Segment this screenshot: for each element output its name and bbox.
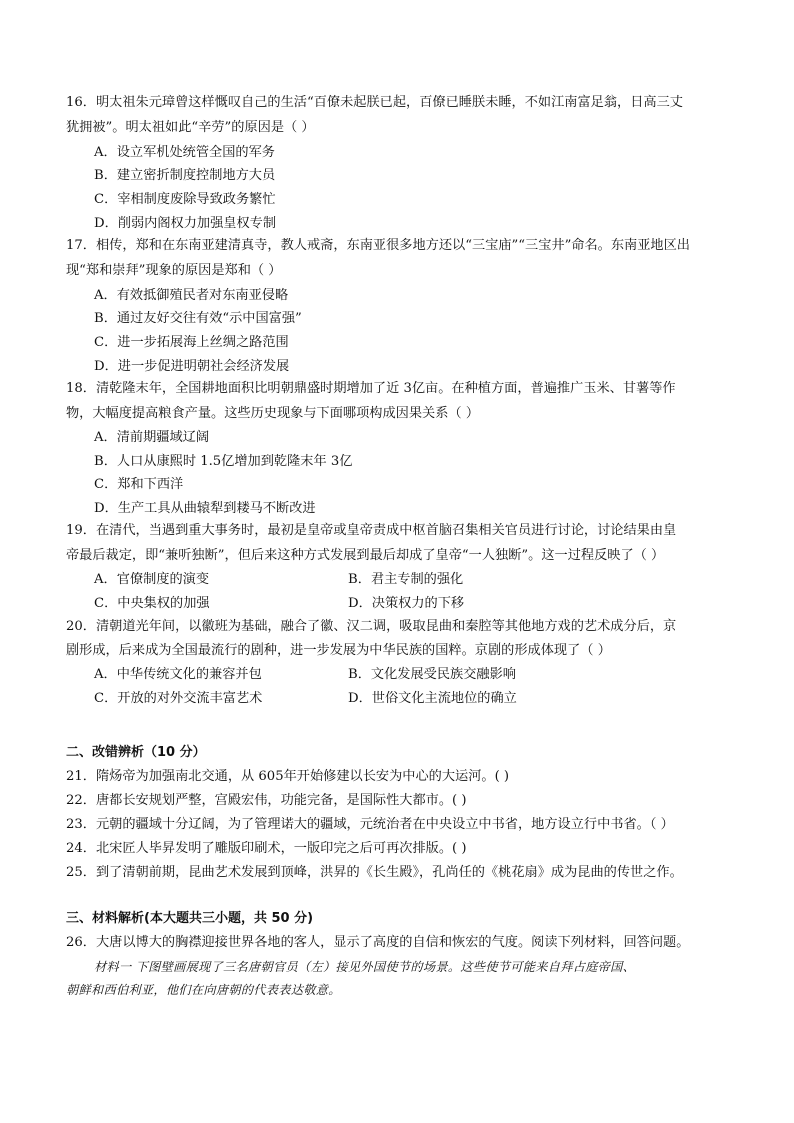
q20-option-b: B．文化发展受民族交融影响 xyxy=(348,667,516,682)
q18-stem-line1: 18．清乾隆末年，全国耕地面积比明朝鼎盛时期增加了近 3亿亩。在种植方面，普遍推广玉米、甘薯等作 xyxy=(66,381,676,396)
q18-option-a: A．清前期疆域辽阔 xyxy=(94,430,210,445)
q16-option-b: B．建立密折制度控制地方大员 xyxy=(94,168,276,183)
q20-stem-line2: 剧形成，后来成为全国最流行的剧种，进一步发展为中华民族的国粹。京剧的形成体现了（ ） xyxy=(66,643,611,658)
q18-option-c: C．郑和下西洋 xyxy=(94,477,184,492)
q17-option-a: A．有效抵御殖民者对东南亚侵略 xyxy=(94,288,289,303)
q18-stem-line2: 物，大幅度提高粮食产量。这些历史现象与下面哪项构成因果关系（ ） xyxy=(66,406,480,421)
q18-option-d: D．生产工具从曲辕犁到耧马不断改进 xyxy=(94,501,316,516)
q17-option-b: B．通过友好交往有效“示中国富强” xyxy=(94,311,302,326)
q24-item: 24．北宋匠人毕昇发明了雕版印刷术，一版印完之后可再次排版。( ) xyxy=(66,841,467,856)
q16-option-d: D．削弱内阁权力加强皇权专制 xyxy=(94,216,277,231)
q17-stem-line2: 现“郑和崇拜”现象的原因是郑和（ ） xyxy=(66,263,282,278)
q17-option-c: C．进一步拓展海上丝绸之路范围 xyxy=(94,335,289,350)
q20-option-a: A．中华传统文化的兼容并包 xyxy=(94,667,262,682)
q19-option-b: B．君主专制的强化 xyxy=(348,572,464,587)
q16-option-c: C．宰相制度废除导致政务繁忙 xyxy=(94,192,276,207)
q19-stem-line1: 19．在清代，当遇到重大事务时，最初是皇帝或皇帝责成中枢首脑召集相关官员进行讨论，讨论结果由皇 xyxy=(66,523,677,538)
q20-option-c: C．开放的对外交流丰富艺术 xyxy=(94,691,263,706)
q22-item: 22．唐都长安规划严整，宫殿宏伟，功能完备，是国际性大都市。( ) xyxy=(66,793,467,808)
section3-title: 三、材料解析(本大题共三小题，共 50 分) xyxy=(66,911,314,926)
q21-item: 21．隋炀帝为加强南北交通，从 605年开始修建以长安为中心的大运河。( ) xyxy=(66,769,510,784)
q17-stem-line1: 17．相传，郑和在东南亚建清真寺，教人戒斋，东南亚很多地方还以“三宝庙”“三宝井”命名。东南亚地区出 xyxy=(66,238,690,253)
q19-option-d: D．决策权力的下移 xyxy=(348,596,465,611)
q20-stem-line1: 20．清朝道光年间，以徽班为基础，融合了徽、汉二调，吸取昆曲和秦腔等其他地方戏的艺术成分后，京 xyxy=(66,619,677,634)
material1-line1: 材料一 下图壁画展现了三名唐朝官员（左）接见外国使节的场景。这些使节可能来自拜占庭帝国、 xyxy=(94,960,636,974)
q17-option-d: D．进一步促进明朝社会经济发展 xyxy=(94,359,290,374)
q19-option-a: A．官僚制度的演变 xyxy=(94,572,210,587)
q16-stem-line2: 犹拥被”。明太祖如此“辛劳”的原因是（ ） xyxy=(66,120,315,135)
q20-option-d: D．世俗文化主流地位的确立 xyxy=(348,691,517,706)
q25-item: 25．到了清朝前期，昆曲艺术发展到顶峰，洪昇的《长生殿》，孔尚任的《桃花扇》成为昆曲的传世之作。 xyxy=(66,865,683,880)
q19-stem-line2: 帝最后裁定，即“兼听独断”，但后来这种方式发展到最后却成了皇帝“一人独断”。这一过程反映了（ ） xyxy=(66,548,665,563)
q18-option-b: B．人口从康熙时 1.5亿增加到乾隆末年 3亿 xyxy=(94,454,353,469)
material1-line2: 朝鲜和西伯利亚，他们在向唐朝的代表表达敬意。 xyxy=(66,983,341,997)
q19-option-c: C．中央集权的加强 xyxy=(94,596,210,611)
q26-stem: 26．大唐以博大的胸襟迎接世界各地的客人，显示了高度的自信和恢宏的气度。阅读下列材料，回答问题。 xyxy=(66,935,690,950)
q16-option-a: A．设立军机处统管全国的军务 xyxy=(94,145,275,160)
q16-stem-line1: 16．明太祖朱元璋曾这样慨叹自己的生活“百僚未起朕已起，百僚已睡朕未睡，不如江南富足翁，日高三丈 xyxy=(66,95,683,110)
section2-title: 二、改错辨析（10 分） xyxy=(66,745,206,760)
q23-item: 23．元朝的疆域十分辽阔，为了管理诺大的疆域，元统治者在中央设立中书省，地方设立行中书省。（ ） xyxy=(66,817,674,832)
